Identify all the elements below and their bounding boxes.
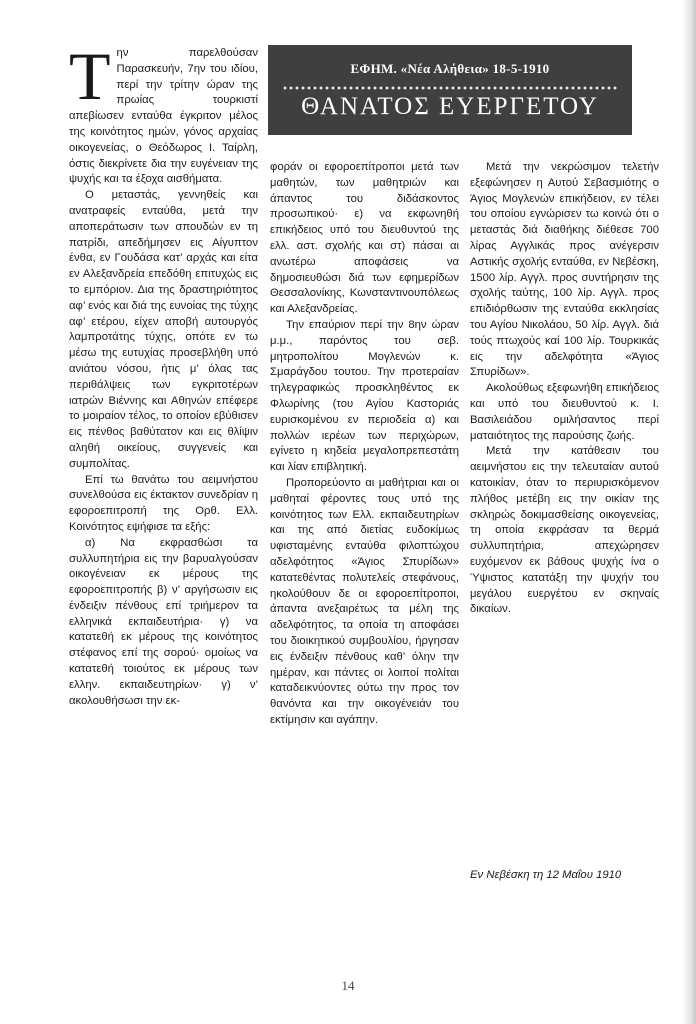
text-column-2 bbox=[270, 160, 459, 729]
paragraph-text: ην παρελθούσαν Παρασκευήν, 7ην του ιδίου, περί την τρίτην ώραν της πρωίας τουρκιστί απεβίωσεν ενταύθα έγκριτον μέλος της κοινότητος ημών, γόνος αρχαίας οικογενείας, ο Θεόδωρος Ι. Ταίρλη, όστις διεκρίνετε δια την ευγένειαν της ψυχής και τα έξοχα αισθήματα. bbox=[69, 47, 258, 186]
text-column-1 bbox=[69, 38, 258, 709]
text-column-3 bbox=[470, 160, 659, 618]
article-title: ΘΑΝΑΤΟΣ ΕΥΕΡΓΕΤΟΥ bbox=[301, 93, 599, 120]
paragraph: Ο μεταστάς, γεννηθείς και ανατραφείς ενταύθα, μετά την αποπεράτωσιν των σπουδών εν τη πατρίδι, απεδήμησεν εις Αίγυπτον ένθα, εν Γουδάσα κατ’ αρχάς και είτα εν Αλεξανδρεία επεδόθη επιτυχώς εις το εμπόριον. Δια της δραστηριότητος αφ’ ενός και διά της ευνοίας της τύχης αφ’ ετέρου, είχεν αποβή αυτουργός λαμπροτάτης τύχης, οπότε εν τω μέσω της ευτυχίας προσεβλήθη υπό ανιάτου νόσου, ήτις μ’ όλας τας περιθάλψεις των εγκριτοτέρων ιατρών Βιέννης και Αθηνών επέφερε το μοιραίον τέλος, το οποίον εβύθισεν εις πένθος βαθύτατον και εις θλίψιν αληθή οικείους, συγγενείς και συμπολίτας. bbox=[69, 189, 258, 470]
paragraph: Μετά την κατάθεσιν του αειμνήστου εις την τελευταίαν αυτού κατοικίαν, όταν το περιυρισκόμενον πλήθος μετέβη εις την οικίαν της σκληρώς δοκιμασθείσης οικογενείας, τη οποία εκφράσαν τα θερμά συλλυπητήρια, απεχώρησεν ευχόμενον εκ βάθους ψυχής ίνα ο Ύψιστος κατατάξη την ψυχήν του μεγάλου ευεργέτου εν σκηναίς δικαίων. bbox=[470, 445, 659, 616]
page-number: 14 bbox=[341, 978, 355, 993]
paragraph: φοράν οι εφοροεπίτροποι μετά των μαθητών, των μαθητριών και άπαντος του διδάσκοντος προσωπικού· ε) να εκφωνηθή επικήδειος υπό του διευθυντού της ελλ. αστ. σχολής και στ) πάσαι αι ανωτέρω αποφάσεις να δημοσιευθώσι διά των εφημερίδων Θεσσαλονίκης, Κωνσταντινουπόλεως και Αλεξανδρείας. bbox=[270, 161, 459, 316]
newspaper-source: ΕΦΗΜ. «Νέα Αλήθεια» 18-5-1910 bbox=[350, 61, 550, 76]
paragraph: Προπορεύοντο αι μαθήτριαι και οι μαθηταί φέροντες τους υπό της κοινότητος των Ελλ. εκπαιδευτηρίων και της από διετίας ευδοκίμως υφισταμένης ενταύθα φιλοπτώχου αδελφότητος «Άγιος Σπυρίδων» κατατεθέντας πολυτελείς στεφάνους, ηκολούθουν δε οι εφοροεπίτροποι, άπαντα ανεξαιρέτως τα μέλη της αδελφότητος, τα οποία τη αποφάσει του διοικητικού συμβουλίου, ήργησαν εις ένδειξιν πένθους καθ’ όλην την ημέραν, και πάντες οι λοιποί πολίται καταδεικνύοντες ούτω την προς τον θανόντα και την οικογένειάν του εκτίμησιν και αγάπην. bbox=[270, 476, 459, 726]
drop-cap: Τ bbox=[69, 38, 111, 114]
paragraph: Επί τω θανάτω του αειμνήστου συνελθούσα εις έκτακτον συνεδρίαν η εφοροεπιτροπή της Ορθ. Ελλ. Κοινότητος εψήφισε τα εξής: bbox=[69, 473, 258, 533]
dateline: Εν Νεβέσκη τη 12 Μαΐου 1910 bbox=[470, 869, 622, 881]
paragraph: Ακολούθως εξεφωνήθη επικήδειος και υπό του διευθυντού κ. Ι. Βασιλειάδου ομιλήσαντος περί ματαιότητος της παρούσης ζωής. bbox=[470, 382, 659, 442]
paragraph bbox=[69, 38, 258, 188]
binding-shadow bbox=[682, 0, 696, 1024]
paragraph: α) Να εκφρασθώσι τα συλλυπητήρια εις την βαρυαλγούσαν οικογένειαν εκ μέρους της εφοροεπιτροπής β) ν’ αργήσωσιν εις ένδειξιν πένθους επί τριήμερον τα ελληνικά εκπαιδευτήρια· γ) να κατατεθή εκ μέρους της κοινότητος στέφανος επί της σορού· ομοίως να κατατεθή τοιούτος εκ μέρους των ελλην. εκπαιδευτηρίων· γ) ν’ ακολουθήσωσι την εκ- bbox=[69, 536, 258, 707]
article-header bbox=[268, 45, 632, 135]
dotted-divider bbox=[282, 85, 618, 91]
paragraph: Την επαύριον περί την 8ην ώραν μ.μ., παρόντος του σεβ. μητροπολίτου Μογλενών κ. Σμαράγδου τουτου. Την προτεραίαν τηλεγραφικώς προσκληθέντος εκ Φλωρίνης (του Αγίου Καστοριάς ευρισκομένου εν περιοδεία α) και πολλών ιερέων των περιχώρων, εγίνετο η κηδεία μεγαλοπρεπεστάτη και λίαν επιβλητική. bbox=[270, 318, 459, 474]
paragraph: Μετά την νεκρώσιμον τελετήν εξεφώνησεν η Αυτού Σεβασμιότης ο Άγιος Μογλενών επικήδειον, εν τέλει του οποίου εγνώρισεν τω κοινώ ότι ο μεταστάς διά διαθήκης διέθεσε 700 λίρας Αγγλικάς προς ανέγερσιν Αστικής σχολής ενταύθα, εν Νεβέσκη, 1500 λίρ. Αγγλ. προς συντήρησιν της σχολής ταύτης, 100 λίρ. Αγγλ. προς επιδιόρθωσιν της ενταύθα εκκλησίας του Αγίου Νικολάου, 50 λίρ. Αγγλ. διά τούς πτωχούς καί 100 λίρ. Τουρκικάς εις την αδελφότητα «Άγιος Σπυρίδων». bbox=[470, 161, 659, 379]
